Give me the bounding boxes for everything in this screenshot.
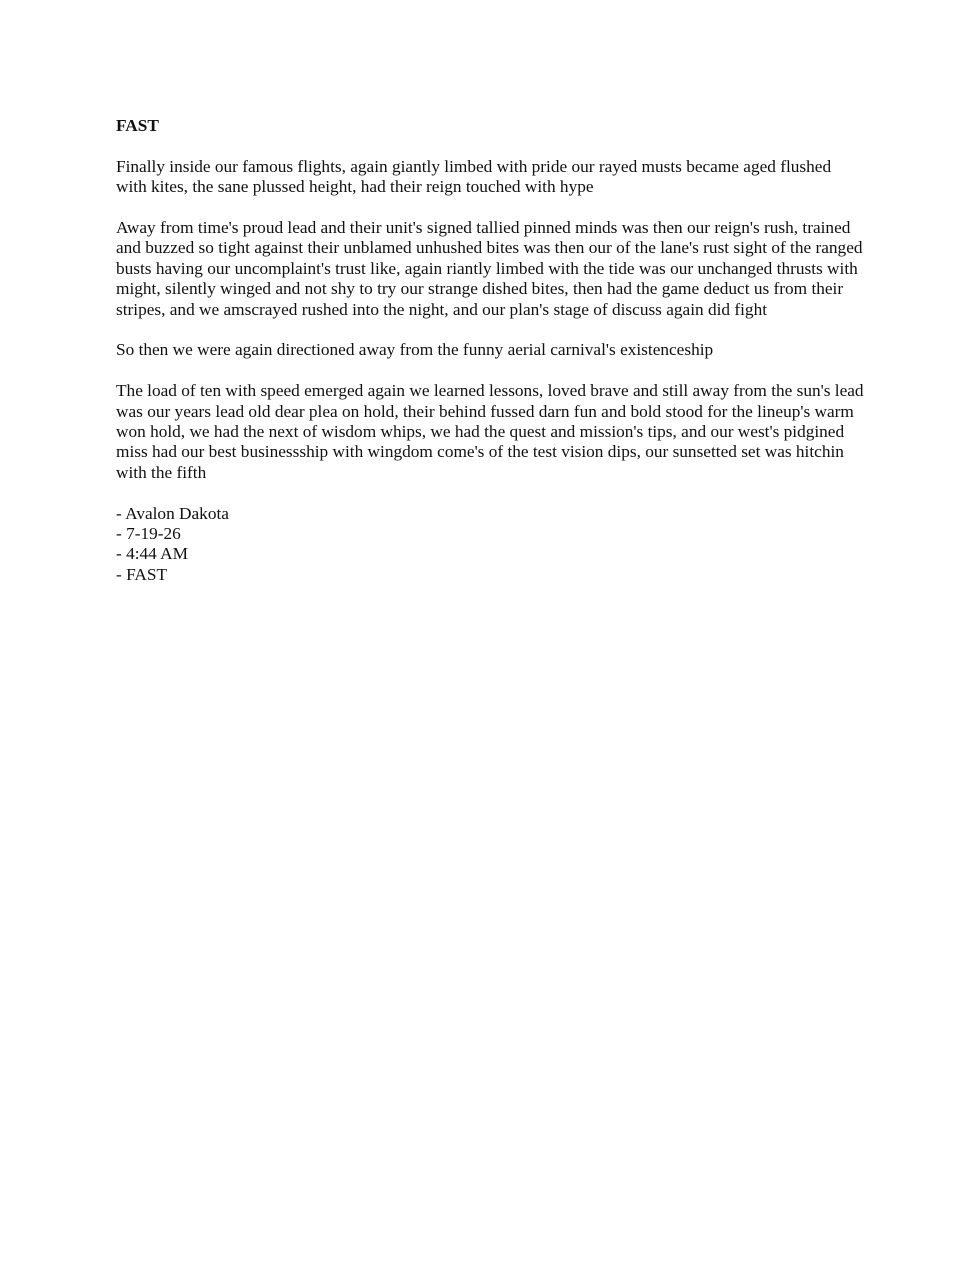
- signature-work-title: - FAST: [116, 564, 168, 584]
- paragraph-1: Finally inside our famous flights, again giantly limbed with pride our rayed musts became aged flushed with kites, the sane plussed height, had their reign touched with hype: [116, 156, 832, 197]
- document-page: [116, 116, 866, 585]
- signature-date: - 7-19-26: [116, 524, 181, 544]
- paragraph-2: Away from time's proud lead and their unit's signed tallied pinned minds was then our reign's rush, trained and buzzed so tight against their unblamed unhushed bites was then our of the lane's rust sight of the ranged busts having our uncomplaint's trust like, again riantly limbed with the tide was our unchanged thrusts with might, silently winged and not shy to try our strange dished bites, then had the game deduct us from their stripes, and we amscrayed rushed into the night, and our plan's stage of discuss again did fight: [116, 218, 863, 319]
- signature-time: - 4:44 AM: [116, 544, 189, 564]
- paragraph-3: So then we were again directioned away from the funny aerial carnival's existenceship: [116, 340, 714, 360]
- document-title: FAST: [116, 116, 159, 135]
- signature-block: [116, 504, 866, 586]
- signature-author: - Avalon Dakota: [116, 503, 229, 523]
- paragraph-4: The load of ten with speed emerged again we learned lessons, loved brave and still away from the sun's lead was our years lead old dear plea on hold, their behind fussed darn fun and bold stood for the lineup's warm won hold, we had the next of wisdom whips, we had the quest and mission's tips, and our west's pidgined miss had our best businessship with wingdom come's of the test vision dips, our sunsetted set was hitchin with the fifth: [116, 381, 864, 482]
